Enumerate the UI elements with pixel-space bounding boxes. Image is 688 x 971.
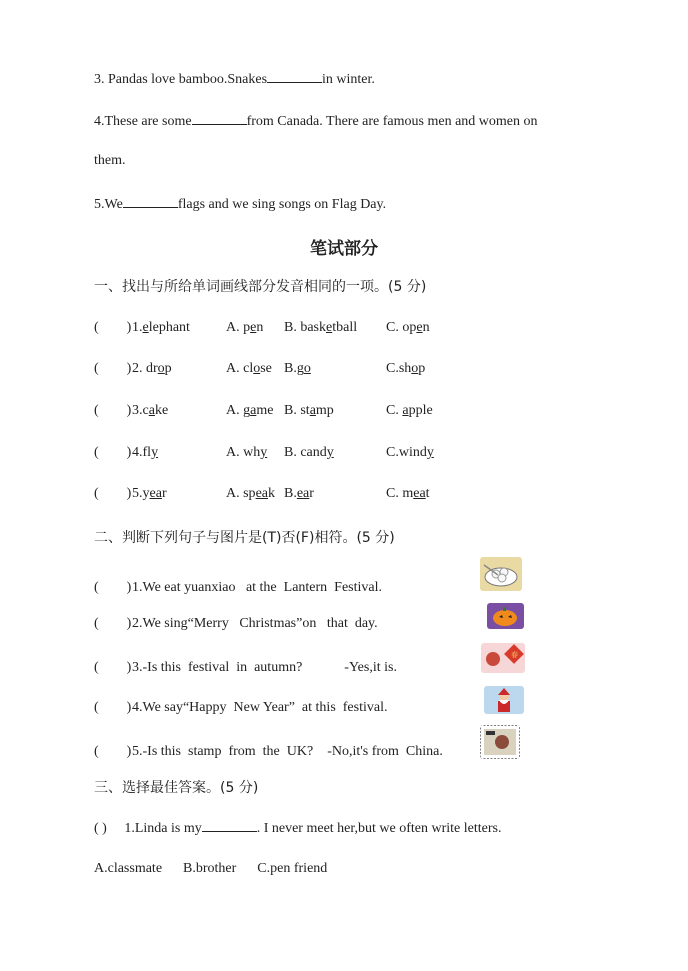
option-a[interactable]: A. close <box>226 361 272 376</box>
answer-paren[interactable]: ( ) <box>94 403 132 418</box>
option-b[interactable]: B.ear <box>284 486 314 501</box>
sentence-4 <box>94 112 538 130</box>
option-c[interactable]: C.windy <box>386 445 434 460</box>
statement-text: 1.We eat yuanxiao at the Lantern Festival. <box>132 580 383 595</box>
sentence-5 <box>94 195 386 213</box>
answer-paren[interactable]: ( ) <box>94 700 132 715</box>
sentence-4-continued: them. <box>94 153 126 168</box>
option-b[interactable]: B. basketball <box>284 320 358 335</box>
answer-paren[interactable]: ( ) <box>94 361 132 376</box>
option-c[interactable]: C. open <box>386 320 430 335</box>
answer-paren[interactable]: ( ) <box>94 821 107 836</box>
option-b[interactable]: B.go <box>284 361 311 376</box>
answer-paren[interactable]: ( ) <box>94 320 132 335</box>
question-word: 5.year <box>132 486 167 501</box>
option-c[interactable]: C. apple <box>386 403 433 418</box>
sentence-3-before: 3. Pandas love bamboo.Snakes <box>94 72 268 87</box>
section3-title: 三、选择最佳答案。(5 分) <box>94 780 259 796</box>
sentence-4-before: 4.These are some <box>94 114 192 129</box>
sentence-5-before: 5.We <box>94 197 123 212</box>
santa-icon <box>484 686 524 714</box>
question-1-before: 1.Linda is my <box>124 821 202 836</box>
question-word: 4.fly <box>132 445 159 460</box>
statement-text: 4.We say“Happy New Year” at this festival. <box>132 700 388 715</box>
spring-festival-icon <box>481 643 525 673</box>
option-a[interactable]: A. pen <box>226 320 264 335</box>
statement-text: 5.-Is this stamp from the UK? -No,it's from China. <box>132 744 443 759</box>
answer-paren[interactable]: ( ) <box>94 445 132 460</box>
statement-text: 3.-Is this festival in autumn? -Yes,it is. <box>132 660 397 675</box>
statement-text: 2.We sing“Merry Christmas”on that day. <box>132 616 378 631</box>
answer-paren[interactable]: ( ) <box>94 580 132 595</box>
written-part-title: 笔试部分 <box>310 239 378 259</box>
yuanxiao-bowl-icon <box>480 557 522 591</box>
option-c[interactable]: C.shop <box>386 361 426 376</box>
option-a[interactable]: A. game <box>226 403 274 418</box>
answer-blank[interactable] <box>123 195 178 208</box>
option-a[interactable]: A. why <box>226 445 268 460</box>
sentence-3-after: in winter. <box>322 72 375 87</box>
question-1-after: . I never meet her,but we often write letters. <box>256 821 502 836</box>
question-word: 3.cake <box>132 403 169 418</box>
question-word: 1.elephant <box>132 320 190 335</box>
answer-blank[interactable] <box>202 819 257 832</box>
answer-blank[interactable] <box>267 70 322 83</box>
question-word: 2. drop <box>132 361 172 376</box>
option-a[interactable]: A. speak <box>226 486 275 501</box>
option-b[interactable]: B. stamp <box>284 403 334 418</box>
sentence-3 <box>94 70 375 88</box>
svg-text:春: 春 <box>511 651 518 659</box>
answer-paren[interactable]: ( ) <box>94 616 132 631</box>
section3-question-1 <box>94 819 501 837</box>
option-c[interactable]: C. meat <box>386 486 430 501</box>
answer-paren[interactable]: ( ) <box>94 660 132 675</box>
sentence-5-after: flags and we sing songs on Flag Day. <box>177 197 387 212</box>
answer-paren[interactable]: ( ) <box>94 744 132 759</box>
answer-blank[interactable] <box>192 112 247 125</box>
section1-title: 一、找出与所给单词画线部分发音相同的一项。(5 分) <box>94 279 427 295</box>
section2-title: 二、判断下列句子与图片是(T)否(F)相符。(5 分) <box>94 530 395 546</box>
option-b[interactable]: B. candy <box>284 445 334 460</box>
stamp-icon <box>480 725 520 759</box>
section3-question-1-options[interactable]: A.classmate B.brother C.pen friend <box>94 861 328 876</box>
sentence-4-after: from Canada. There are famous men and women on <box>246 114 538 129</box>
pumpkin-icon <box>487 603 524 629</box>
answer-paren[interactable]: ( ) <box>94 486 132 501</box>
